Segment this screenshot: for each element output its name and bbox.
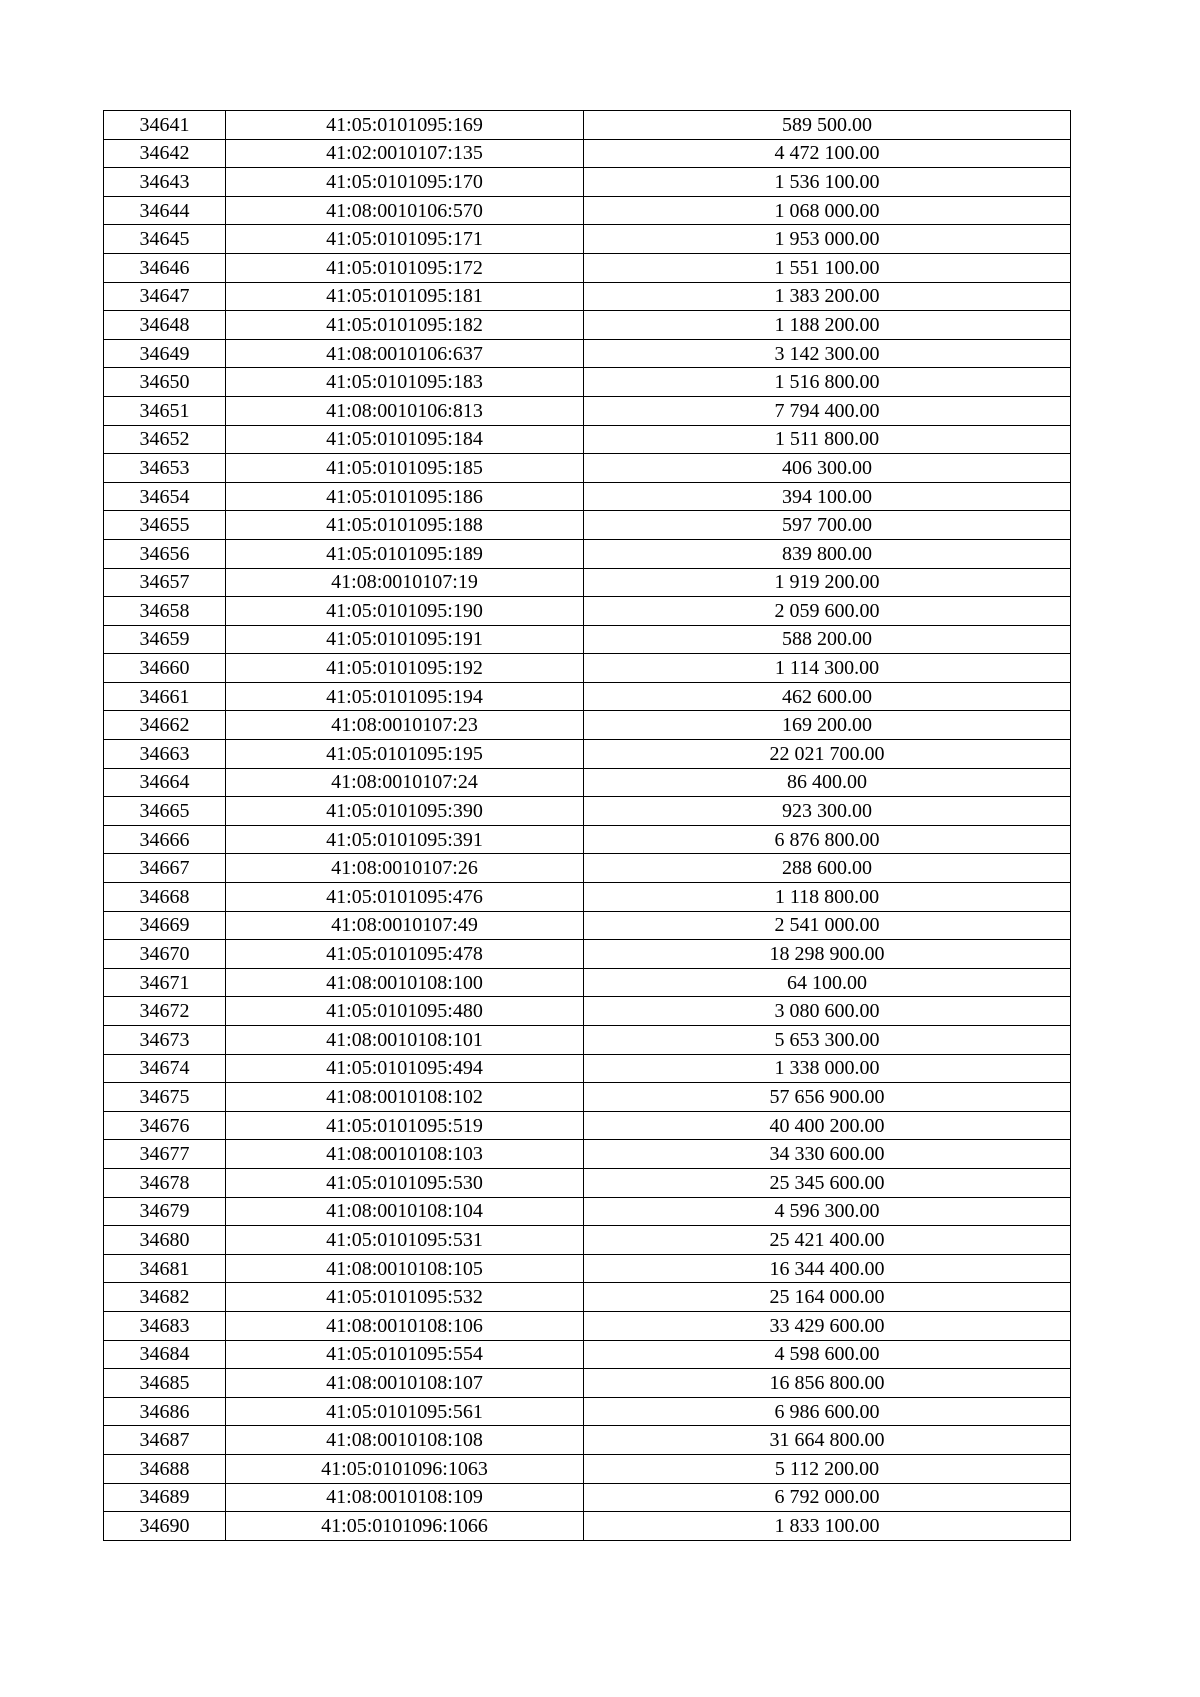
cadastral-number-cell: 41:05:0101095:186 xyxy=(226,482,584,511)
table-row xyxy=(104,1397,1071,1426)
cadastral-number-cell: 41:05:0101095:170 xyxy=(226,168,584,197)
cadastral-value-cell: 169 200.00 xyxy=(584,711,1071,740)
row-number-cell: 34642 xyxy=(104,139,226,168)
row-number-cell: 34653 xyxy=(104,454,226,483)
row-number-cell: 34654 xyxy=(104,482,226,511)
row-number-cell: 34667 xyxy=(104,854,226,883)
row-number-cell: 34690 xyxy=(104,1512,226,1541)
row-number-cell: 34668 xyxy=(104,883,226,912)
cadastral-value-cell: 1 188 200.00 xyxy=(584,311,1071,340)
cadastral-number-cell: 41:05:0101096:1063 xyxy=(226,1454,584,1483)
cadastral-number-cell: 41:08:0010107:23 xyxy=(226,711,584,740)
cadastral-number-cell: 41:05:0101095:171 xyxy=(226,225,584,254)
table-row xyxy=(104,854,1071,883)
cadastral-value-cell: 6 876 800.00 xyxy=(584,825,1071,854)
table-row xyxy=(104,339,1071,368)
cadastral-number-cell: 41:05:0101095:390 xyxy=(226,797,584,826)
table-body xyxy=(104,111,1071,1541)
cadastral-value-cell: 40 400 200.00 xyxy=(584,1111,1071,1140)
cadastral-number-cell: 41:05:0101095:182 xyxy=(226,311,584,340)
cadastral-number-cell: 41:08:0010108:107 xyxy=(226,1369,584,1398)
cadastral-number-cell: 41:08:0010108:104 xyxy=(226,1197,584,1226)
cadastral-value-cell: 1 338 000.00 xyxy=(584,1054,1071,1083)
table-row xyxy=(104,139,1071,168)
cadastral-number-cell: 41:05:0101095:554 xyxy=(226,1340,584,1369)
table-row xyxy=(104,1426,1071,1455)
cadastral-value-cell: 6 986 600.00 xyxy=(584,1397,1071,1426)
cadastral-value-cell: 34 330 600.00 xyxy=(584,1140,1071,1169)
table-row xyxy=(104,1054,1071,1083)
table-row xyxy=(104,654,1071,683)
row-number-cell: 34670 xyxy=(104,940,226,969)
cadastral-value-cell: 16 856 800.00 xyxy=(584,1369,1071,1398)
cadastral-value-cell: 25 421 400.00 xyxy=(584,1226,1071,1255)
cadastral-value-cell: 597 700.00 xyxy=(584,511,1071,540)
row-number-cell: 34665 xyxy=(104,797,226,826)
cadastral-value-cell: 923 300.00 xyxy=(584,797,1071,826)
cadastral-value-cell: 25 164 000.00 xyxy=(584,1283,1071,1312)
cadastral-number-cell: 41:05:0101095:195 xyxy=(226,740,584,769)
cadastral-value-cell: 25 345 600.00 xyxy=(584,1168,1071,1197)
table-row xyxy=(104,196,1071,225)
cadastral-value-cell: 4 472 100.00 xyxy=(584,139,1071,168)
cadastral-number-cell: 41:08:0010107:26 xyxy=(226,854,584,883)
row-number-cell: 34652 xyxy=(104,425,226,454)
table-row xyxy=(104,482,1071,511)
cadastral-value-cell: 1 511 800.00 xyxy=(584,425,1071,454)
cadastral-value-cell: 839 800.00 xyxy=(584,539,1071,568)
row-number-cell: 34672 xyxy=(104,997,226,1026)
cadastral-value-cell: 589 500.00 xyxy=(584,111,1071,140)
table-row xyxy=(104,1140,1071,1169)
table-row xyxy=(104,883,1071,912)
table-row xyxy=(104,396,1071,425)
row-number-cell: 34673 xyxy=(104,1026,226,1055)
cadastral-number-cell: 41:08:0010106:637 xyxy=(226,339,584,368)
row-number-cell: 34655 xyxy=(104,511,226,540)
cadastral-number-cell: 41:05:0101095:189 xyxy=(226,539,584,568)
row-number-cell: 34687 xyxy=(104,1426,226,1455)
cadastral-value-cell: 288 600.00 xyxy=(584,854,1071,883)
row-number-cell: 34656 xyxy=(104,539,226,568)
cadastral-number-cell: 41:08:0010108:103 xyxy=(226,1140,584,1169)
table-row xyxy=(104,997,1071,1026)
cadastral-number-cell: 41:05:0101095:532 xyxy=(226,1283,584,1312)
cadastral-number-cell: 41:05:0101095:519 xyxy=(226,1111,584,1140)
row-number-cell: 34678 xyxy=(104,1168,226,1197)
table-row xyxy=(104,682,1071,711)
table-row xyxy=(104,1311,1071,1340)
row-number-cell: 34643 xyxy=(104,168,226,197)
cadastral-value-cell: 64 100.00 xyxy=(584,968,1071,997)
cadastral-value-cell: 406 300.00 xyxy=(584,454,1071,483)
cadastral-value-cell: 1 516 800.00 xyxy=(584,368,1071,397)
cadastral-value-cell: 1 953 000.00 xyxy=(584,225,1071,254)
table-row xyxy=(104,1454,1071,1483)
cadastral-value-cell: 5 653 300.00 xyxy=(584,1026,1071,1055)
row-number-cell: 34666 xyxy=(104,825,226,854)
cadastral-value-cell: 2 059 600.00 xyxy=(584,597,1071,626)
table-row xyxy=(104,968,1071,997)
cadastral-number-cell: 41:08:0010108:106 xyxy=(226,1311,584,1340)
row-number-cell: 34664 xyxy=(104,768,226,797)
cadastral-value-cell: 3 142 300.00 xyxy=(584,339,1071,368)
row-number-cell: 34645 xyxy=(104,225,226,254)
row-number-cell: 34647 xyxy=(104,282,226,311)
cadastral-number-cell: 41:05:0101095:192 xyxy=(226,654,584,683)
row-number-cell: 34683 xyxy=(104,1311,226,1340)
cadastral-number-cell: 41:08:0010108:109 xyxy=(226,1483,584,1512)
cadastral-number-cell: 41:08:0010107:49 xyxy=(226,911,584,940)
table-row xyxy=(104,625,1071,654)
table-row xyxy=(104,1369,1071,1398)
cadastral-value-cell: 57 656 900.00 xyxy=(584,1083,1071,1112)
row-number-cell: 34675 xyxy=(104,1083,226,1112)
cadastral-number-cell: 41:05:0101095:172 xyxy=(226,253,584,282)
table-row xyxy=(104,425,1071,454)
table-row xyxy=(104,1226,1071,1255)
row-number-cell: 34650 xyxy=(104,368,226,397)
table-row xyxy=(104,711,1071,740)
cadastral-number-cell: 41:05:0101095:169 xyxy=(226,111,584,140)
cadastral-number-cell: 41:05:0101095:476 xyxy=(226,883,584,912)
row-number-cell: 34644 xyxy=(104,196,226,225)
cadastral-value-cell: 1 536 100.00 xyxy=(584,168,1071,197)
table-row xyxy=(104,597,1071,626)
table-row xyxy=(104,1168,1071,1197)
cadastral-number-cell: 41:08:0010108:102 xyxy=(226,1083,584,1112)
cadastral-number-cell: 41:05:0101095:194 xyxy=(226,682,584,711)
table-row xyxy=(104,225,1071,254)
row-number-cell: 34677 xyxy=(104,1140,226,1169)
cadastral-value-cell: 86 400.00 xyxy=(584,768,1071,797)
table-row xyxy=(104,1512,1071,1541)
table-row xyxy=(104,1340,1071,1369)
row-number-cell: 34641 xyxy=(104,111,226,140)
cadastral-value-cell: 16 344 400.00 xyxy=(584,1254,1071,1283)
table-row xyxy=(104,311,1071,340)
table-row xyxy=(104,1026,1071,1055)
table-row xyxy=(104,940,1071,969)
cadastral-value-cell: 1 551 100.00 xyxy=(584,253,1071,282)
cadastral-value-cell: 3 080 600.00 xyxy=(584,997,1071,1026)
row-number-cell: 34658 xyxy=(104,597,226,626)
table-row xyxy=(104,282,1071,311)
cadastral-value-cell: 18 298 900.00 xyxy=(584,940,1071,969)
row-number-cell: 34674 xyxy=(104,1054,226,1083)
table-row xyxy=(104,1483,1071,1512)
cadastral-number-cell: 41:05:0101095:494 xyxy=(226,1054,584,1083)
row-number-cell: 34686 xyxy=(104,1397,226,1426)
cadastral-number-cell: 41:05:0101095:183 xyxy=(226,368,584,397)
table-row xyxy=(104,454,1071,483)
cadastral-number-cell: 41:05:0101096:1066 xyxy=(226,1512,584,1541)
table-row xyxy=(104,111,1071,140)
cadastral-value-cell: 462 600.00 xyxy=(584,682,1071,711)
row-number-cell: 34688 xyxy=(104,1454,226,1483)
cadastral-number-cell: 41:08:0010107:19 xyxy=(226,568,584,597)
cadastral-number-cell: 41:05:0101095:478 xyxy=(226,940,584,969)
cadastral-number-cell: 41:08:0010106:570 xyxy=(226,196,584,225)
cadastral-value-cell: 6 792 000.00 xyxy=(584,1483,1071,1512)
cadastral-number-cell: 41:05:0101095:188 xyxy=(226,511,584,540)
row-number-cell: 34663 xyxy=(104,740,226,769)
table-row xyxy=(104,1283,1071,1312)
cadastral-number-cell: 41:05:0101095:480 xyxy=(226,997,584,1026)
table-row xyxy=(104,797,1071,826)
row-number-cell: 34671 xyxy=(104,968,226,997)
cadastral-number-cell: 41:05:0101095:530 xyxy=(226,1168,584,1197)
cadastral-number-cell: 41:08:0010106:813 xyxy=(226,396,584,425)
table-row xyxy=(104,539,1071,568)
cadastral-value-cell: 1 068 000.00 xyxy=(584,196,1071,225)
table-row xyxy=(104,568,1071,597)
table-row xyxy=(104,168,1071,197)
row-number-cell: 34682 xyxy=(104,1283,226,1312)
cadastral-number-cell: 41:02:0010107:135 xyxy=(226,139,584,168)
row-number-cell: 34648 xyxy=(104,311,226,340)
cadastral-number-cell: 41:05:0101095:531 xyxy=(226,1226,584,1255)
cadastral-value-cell: 588 200.00 xyxy=(584,625,1071,654)
cadastral-value-cell: 4 596 300.00 xyxy=(584,1197,1071,1226)
cadastral-value-table xyxy=(103,110,1071,1541)
cadastral-value-cell: 1 383 200.00 xyxy=(584,282,1071,311)
row-number-cell: 34662 xyxy=(104,711,226,740)
cadastral-number-cell: 41:05:0101095:191 xyxy=(226,625,584,654)
cadastral-value-cell: 1 833 100.00 xyxy=(584,1512,1071,1541)
row-number-cell: 34669 xyxy=(104,911,226,940)
row-number-cell: 34646 xyxy=(104,253,226,282)
row-number-cell: 34680 xyxy=(104,1226,226,1255)
row-number-cell: 34661 xyxy=(104,682,226,711)
cadastral-value-cell: 2 541 000.00 xyxy=(584,911,1071,940)
cadastral-value-cell: 1 919 200.00 xyxy=(584,568,1071,597)
row-number-cell: 34649 xyxy=(104,339,226,368)
cadastral-value-cell: 4 598 600.00 xyxy=(584,1340,1071,1369)
table-row xyxy=(104,825,1071,854)
table-row xyxy=(104,740,1071,769)
table-row xyxy=(104,1254,1071,1283)
row-number-cell: 34676 xyxy=(104,1111,226,1140)
cadastral-value-cell: 5 112 200.00 xyxy=(584,1454,1071,1483)
row-number-cell: 34679 xyxy=(104,1197,226,1226)
cadastral-value-cell: 1 118 800.00 xyxy=(584,883,1071,912)
cadastral-number-cell: 41:05:0101095:391 xyxy=(226,825,584,854)
row-number-cell: 34660 xyxy=(104,654,226,683)
cadastral-number-cell: 41:05:0101095:561 xyxy=(226,1397,584,1426)
cadastral-number-cell: 41:08:0010108:101 xyxy=(226,1026,584,1055)
row-number-cell: 34651 xyxy=(104,396,226,425)
table-row xyxy=(104,1111,1071,1140)
table-row xyxy=(104,253,1071,282)
cadastral-number-cell: 41:05:0101095:181 xyxy=(226,282,584,311)
row-number-cell: 34681 xyxy=(104,1254,226,1283)
row-number-cell: 34659 xyxy=(104,625,226,654)
table-row xyxy=(104,911,1071,940)
row-number-cell: 34689 xyxy=(104,1483,226,1512)
row-number-cell: 34657 xyxy=(104,568,226,597)
table-row xyxy=(104,1197,1071,1226)
row-number-cell: 34684 xyxy=(104,1340,226,1369)
table-row xyxy=(104,511,1071,540)
cadastral-number-cell: 41:08:0010107:24 xyxy=(226,768,584,797)
cadastral-value-cell: 33 429 600.00 xyxy=(584,1311,1071,1340)
cadastral-value-cell: 31 664 800.00 xyxy=(584,1426,1071,1455)
table-row xyxy=(104,768,1071,797)
cadastral-number-cell: 41:05:0101095:184 xyxy=(226,425,584,454)
cadastral-value-cell: 394 100.00 xyxy=(584,482,1071,511)
cadastral-value-cell: 22 021 700.00 xyxy=(584,740,1071,769)
table-row xyxy=(104,368,1071,397)
cadastral-number-cell: 41:08:0010108:105 xyxy=(226,1254,584,1283)
row-number-cell: 34685 xyxy=(104,1369,226,1398)
cadastral-value-cell: 1 114 300.00 xyxy=(584,654,1071,683)
cadastral-value-cell: 7 794 400.00 xyxy=(584,396,1071,425)
cadastral-number-cell: 41:05:0101095:190 xyxy=(226,597,584,626)
table-row xyxy=(104,1083,1071,1112)
cadastral-number-cell: 41:08:0010108:108 xyxy=(226,1426,584,1455)
cadastral-number-cell: 41:05:0101095:185 xyxy=(226,454,584,483)
cadastral-number-cell: 41:08:0010108:100 xyxy=(226,968,584,997)
